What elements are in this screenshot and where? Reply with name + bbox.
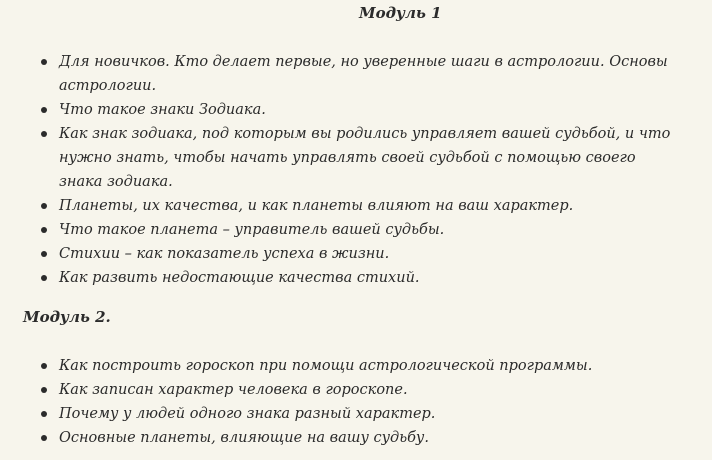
list-item-text: Как построить гороскоп при помощи астрологической программы. bbox=[59, 358, 593, 374]
list-item bbox=[0, 402, 712, 426]
module-1-list bbox=[0, 50, 712, 290]
bullet-icon bbox=[41, 107, 47, 113]
bullet-icon bbox=[41, 59, 47, 65]
list-item bbox=[0, 266, 712, 290]
module-2-heading: Модуль 2. bbox=[23, 308, 111, 326]
list-item bbox=[0, 354, 712, 378]
list-item bbox=[0, 98, 712, 122]
list-item bbox=[0, 50, 712, 98]
list-item bbox=[0, 194, 712, 218]
bullet-icon bbox=[41, 387, 47, 393]
bullet-icon bbox=[41, 131, 47, 137]
list-item-text: Как знак зодиака, под которым вы родились управляет вашей судьбой, и что нужно знать, чтобы начать управлять своей судьбой с помощью своего знака зодиака. bbox=[59, 126, 671, 190]
list-item-text: Что такое планета – управитель вашей судьбы. bbox=[59, 222, 445, 238]
list-item bbox=[0, 242, 712, 266]
list-item-text: Для новичков. Кто делает первые, но уверенные шаги в астрологии. Основы астрологии. bbox=[59, 54, 668, 94]
bullet-icon bbox=[41, 227, 47, 233]
bullet-icon bbox=[41, 203, 47, 209]
list-item bbox=[0, 218, 712, 242]
bullet-icon bbox=[41, 275, 47, 281]
list-item-text: Как развить недостающие качества стихий. bbox=[59, 270, 420, 286]
bullet-icon bbox=[41, 251, 47, 257]
list-item-text: Как записан характер человека в гороскопе. bbox=[59, 382, 408, 398]
list-item bbox=[0, 378, 712, 402]
list-item bbox=[0, 122, 712, 194]
list-item-text: Что такое знаки Зодиака. bbox=[59, 102, 266, 118]
list-item-text: Стихии – как показатель успеха в жизни. bbox=[59, 246, 390, 262]
module-1-heading: Модуль 1 bbox=[359, 4, 442, 22]
list-item-text: Планеты, их качества, и как планеты влияют на ваш характер. bbox=[59, 198, 574, 214]
bullet-icon bbox=[41, 363, 47, 369]
list-item bbox=[0, 426, 712, 450]
module-2-list bbox=[0, 354, 712, 450]
list-item-text: Основные планеты, влияющие на вашу судьбу. bbox=[59, 430, 429, 446]
bullet-icon bbox=[41, 411, 47, 417]
list-item-text: Почему у людей одного знака разный характер. bbox=[59, 406, 436, 422]
bullet-icon bbox=[41, 435, 47, 441]
